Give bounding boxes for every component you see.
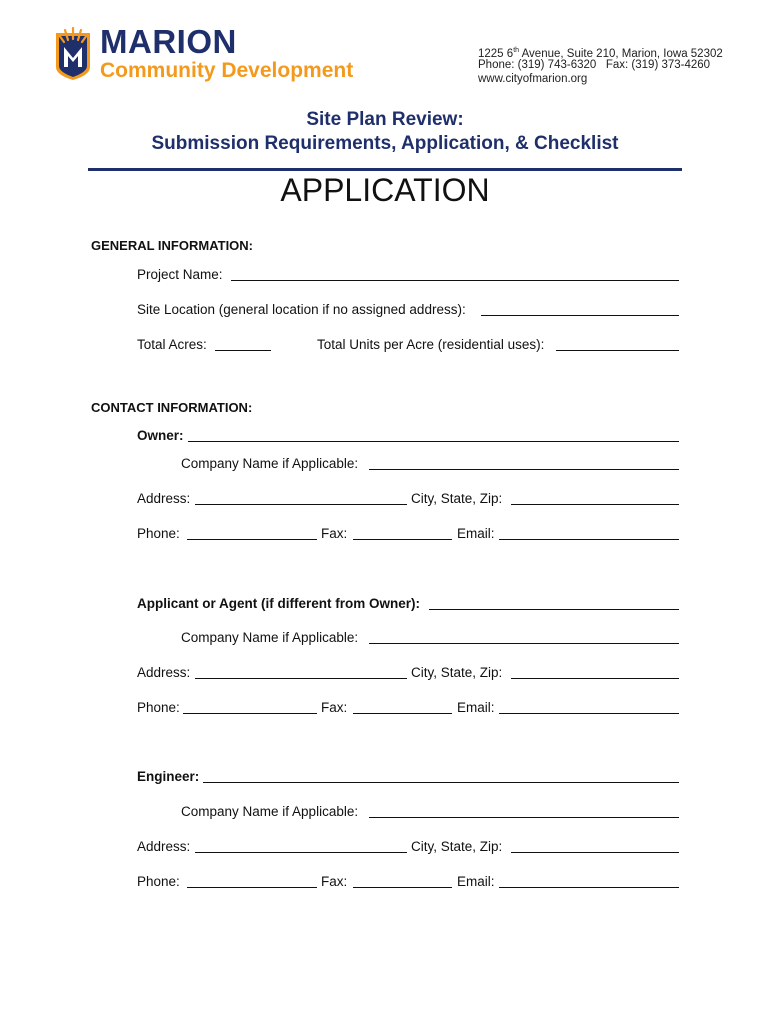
applicant-address-label: Address:: [137, 665, 191, 680]
engineer-address-field[interactable]: [195, 852, 407, 853]
total-units-field[interactable]: [556, 350, 679, 351]
owner-city-field[interactable]: [511, 504, 679, 505]
owner-label: Owner:: [137, 428, 184, 443]
document-subtitle: Submission Requirements, Application, & Checklist: [151, 133, 619, 154]
logo-subtitle: Community Development: [100, 59, 354, 82]
engineer-label: Engineer:: [137, 769, 200, 784]
document-title: Site Plan Review:: [306, 109, 464, 130]
owner-field[interactable]: [188, 441, 679, 442]
site-location-label: Site Location (general location if no assigned address):: [137, 302, 466, 317]
general-info-heading: GENERAL INFORMATION:: [91, 238, 254, 253]
phone-fax-line: Phone: (319) 743-6320 Fax: (319) 373-4260: [478, 59, 711, 71]
owner-address-label: Address:: [137, 491, 191, 506]
owner-phone-field[interactable]: [187, 539, 317, 540]
engineer-field[interactable]: [203, 782, 679, 783]
engineer-company-label: Company Name if Applicable:: [181, 804, 359, 819]
applicant-email-label: Email:: [457, 700, 495, 715]
owner-fax-label: Fax:: [321, 526, 348, 541]
engineer-city-label: City, State, Zip:: [411, 839, 503, 854]
engineer-phone-label: Phone:: [137, 874, 180, 889]
total-acres-field[interactable]: [215, 350, 271, 351]
owner-city-label: City, State, Zip:: [411, 491, 503, 506]
applicant-phone-label: Phone:: [137, 700, 180, 715]
logo-wordmark: MARION: [100, 23, 237, 60]
applicant-address-field[interactable]: [195, 678, 407, 679]
website-link[interactable]: www.cityofmarion.org: [478, 73, 588, 85]
owner-company-label: Company Name if Applicable:: [181, 456, 359, 471]
applicant-company-field[interactable]: [369, 643, 679, 644]
applicant-fax-field[interactable]: [353, 713, 452, 714]
owner-company-field[interactable]: [369, 469, 679, 470]
project-name-field[interactable]: [231, 280, 679, 281]
applicant-city-label: City, State, Zip:: [411, 665, 503, 680]
applicant-email-field[interactable]: [499, 713, 679, 714]
engineer-company-field[interactable]: [369, 817, 679, 818]
applicant-field[interactable]: [429, 609, 679, 610]
applicant-phone-field[interactable]: [183, 713, 317, 714]
engineer-city-field[interactable]: [511, 852, 679, 853]
applicant-label: Applicant or Agent (if different from Owner):: [137, 596, 420, 611]
marion-logo-icon: [52, 27, 94, 81]
site-location-field[interactable]: [481, 315, 679, 316]
address-line: 1225 6th Avenue, Suite 210, Marion, Iowa 52302: [478, 47, 723, 60]
owner-address-field[interactable]: [195, 504, 407, 505]
owner-phone-label: Phone:: [137, 526, 180, 541]
engineer-fax-label: Fax:: [321, 874, 348, 889]
total-units-label: Total Units per Acre (residential uses):: [317, 337, 545, 352]
owner-email-field[interactable]: [499, 539, 679, 540]
applicant-city-field[interactable]: [511, 678, 679, 679]
engineer-email-label: Email:: [457, 874, 495, 889]
engineer-address-label: Address:: [137, 839, 191, 854]
project-name-label: Project Name:: [137, 267, 223, 282]
owner-fax-field[interactable]: [353, 539, 452, 540]
applicant-company-label: Company Name if Applicable:: [181, 630, 359, 645]
contact-info-heading: CONTACT INFORMATION:: [91, 400, 253, 415]
applicant-fax-label: Fax:: [321, 700, 348, 715]
engineer-phone-field[interactable]: [187, 887, 317, 888]
total-acres-label: Total Acres:: [137, 337, 207, 352]
engineer-email-field[interactable]: [499, 887, 679, 888]
engineer-fax-field[interactable]: [353, 887, 452, 888]
owner-email-label: Email:: [457, 526, 495, 541]
application-heading: APPLICATION: [280, 172, 490, 208]
